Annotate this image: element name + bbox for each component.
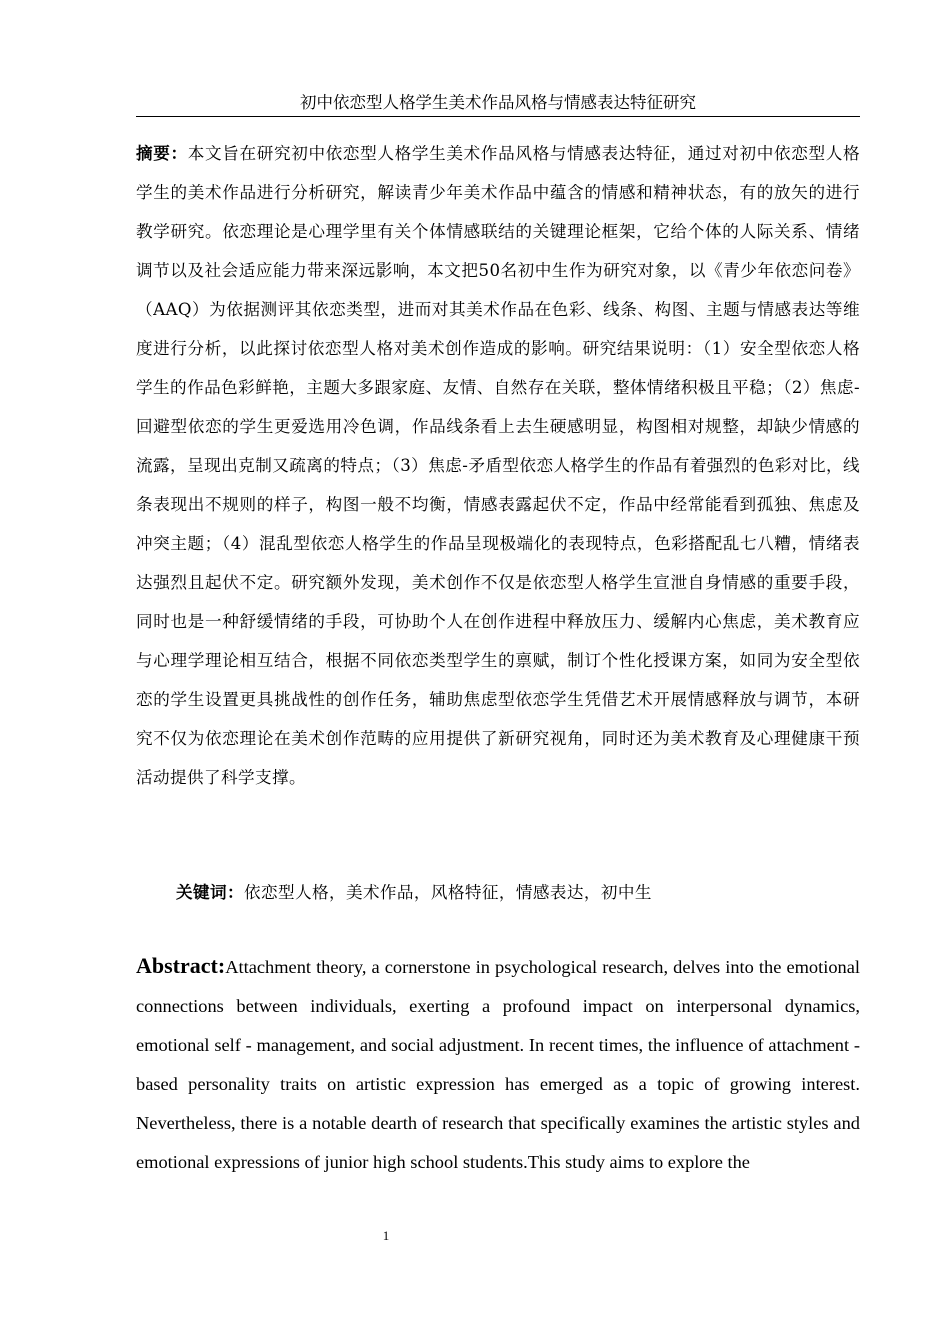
english-abstract-label: Abstract:: [136, 953, 226, 978]
keywords-label: 关键词：: [176, 882, 244, 902]
chinese-abstract: [136, 134, 860, 797]
english-abstract-text: Attachment theory, a cornerstone in psychological research, delves into the emotional connections between individuals, exerting a profound impact on interpersonal dynamics, emotional self - management, and social adjustment. In recent times, the influence of attachment - based personality traits on artistic expression has emerged as a topic of growing interest. Nevertheless, there is a notable dearth of research that specifically examines the artistic styles and emotional expressions of junior high school students.This study aims to explore the: [136, 957, 860, 1172]
chinese-abstract-text: 本文旨在研究初中依恋型人格学生美术作品风格与情感表达特征，通过对初中依恋型人格学生的美术作品进行分析研究，解读青少年美术作品中蕴含的情感和精神状态，有的放矢的进行教学研究。依恋理论是心理学里有关个体情感联结的关键理论框架，它给个体的人际关系、情绪调节以及社会适应能力带来深远影响，本文把50名初中生作为研究对象，以《青少年依恋问卷》（AAQ）为依据测评其依恋类型，进而对其美术作品在色彩、线条、构图、主题与情感表达等维度进行分析，以此探讨依恋型人格对美术创作造成的影响。研究结果说明：（1）安全型依恋人格学生的作品色彩鲜艳，主题大多跟家庭、友情、自然存在关联，整体情绪积极且平稳；（2）焦虑-回避型依恋的学生更爱选用冷色调，作品线条看上去生硬感明显，构图相对规整，却缺少情感的流露，呈现出克制又疏离的特点；（3）焦虑-矛盾型依恋人格学生的作品有着强烈的色彩对比，线条表现出不规则的样子，构图一般不均衡，情感表露起伏不定，作品中经常能看到孤独、焦虑及冲突主题；（4）混乱型依恋人格学生的作品呈现极端化的表现特点，色彩搭配乱七八糟，情绪表达强烈且起伏不定。研究额外发现，美术创作不仅是依恋型人格学生宣泄自身情感的重要手段，同时也是一种舒缓情绪的手段，可协助个人在创作进程中释放压力、缓解内心焦虑，美术教育应与心理学理论相互结合，根据不同依恋类型学生的禀赋，制订个性化授课方案，如同为安全型依恋的学生设置更具挑战性的创作任务，辅助焦虑型依恋学生凭借艺术开展情感释放与调节，本研究不仅为依恋理论在美术创作范畴的应用提供了新研究视角，同时还为美术教育及心理健康干预活动提供了科学支撑。: [136, 144, 860, 787]
english-abstract: [136, 946, 860, 1182]
running-header: 初中依恋型人格学生美术作品风格与情感表达特征研究: [136, 90, 860, 117]
keywords-text: 依恋型人格，美术作品，风格特征，情感表达，初中生: [243, 883, 652, 902]
keywords: [136, 873, 860, 912]
page-number: 1: [382, 1228, 390, 1243]
chinese-abstract-label: 摘要：: [136, 143, 188, 163]
